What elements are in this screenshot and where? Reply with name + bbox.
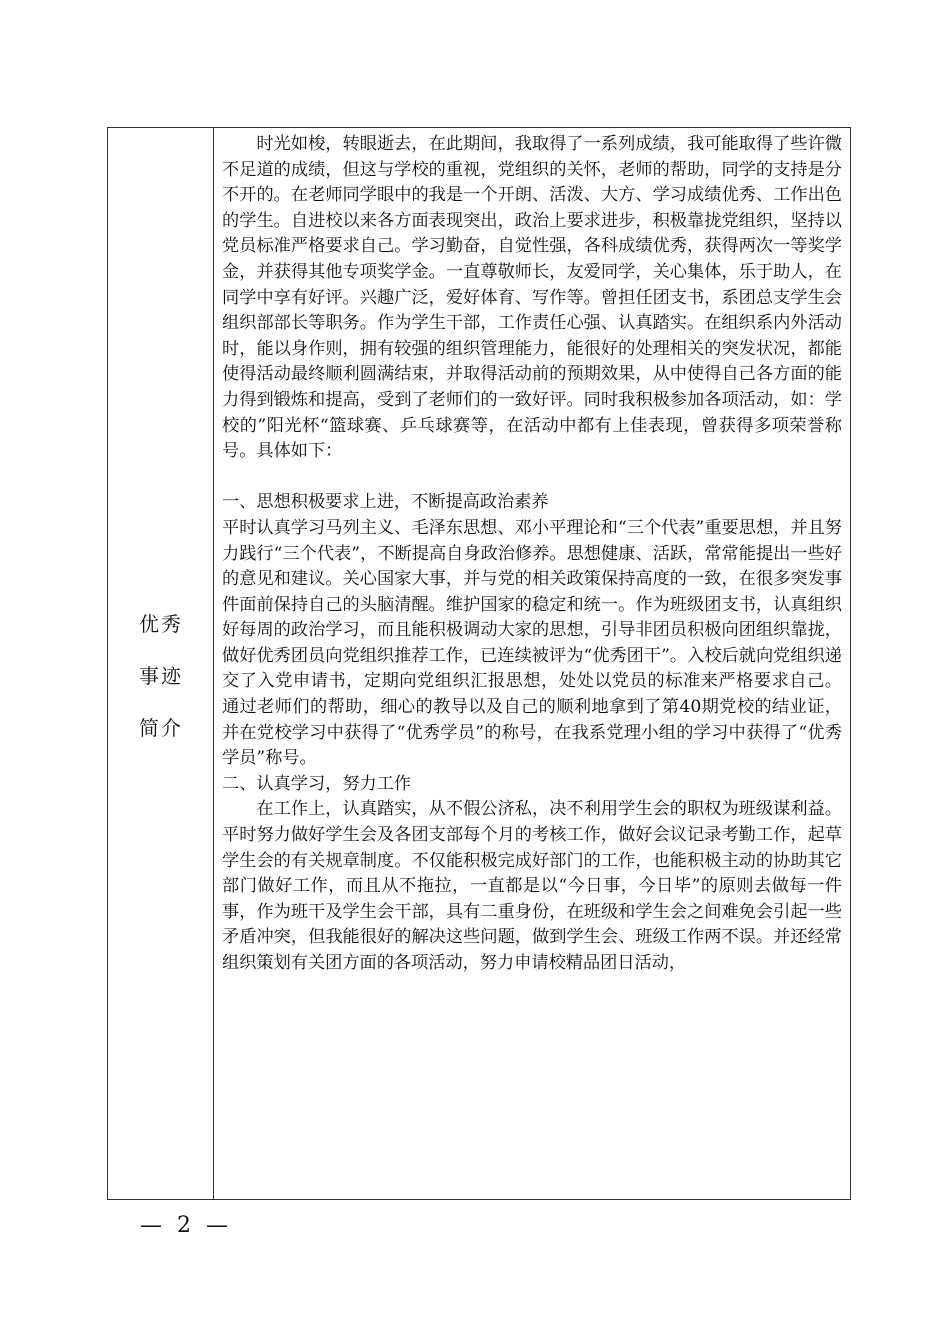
row-label — [108, 598, 214, 754]
content-cell — [214, 128, 850, 1199]
row-label-line1: 优秀 — [139, 612, 183, 636]
intro-paragraph: 时光如梭，转眼逝去，在此期间，我取得了一系列成绩，我可能取得了些许微不足道的成绩，但这与学校的重视，党组织的关怀，老师的帮助，同学的支持是分不开的。在老师同学眼中的我是一个开朗、活泼、大方、学习成绩优秀、工作出色的学生。自进校以来各方面表现突出，政治上要求进步，积极靠拢党组织，坚持以党员标准严格要求自己。学习勤奋，自觉性强，各科成绩优秀，获得两次一等奖学金，并获得其他专项奖学金。一直尊敬师长，友爱同学，关心集体，乐于助人，在同学中享有好评。兴趣广泛，爱好体育、写作等。曾担任团支书，系团总支学生会组织部部长等职务。作为学生干部，工作责任心强、认真踏实。在组织系内外活动时，能以身作则，拥有较强的组织管理能力，能很好的处理相关的突发状况，都能使得活动最终顺利圆满结束，并取得活动前的预期效果，从中使得自己各方面的能力得到锻炼和提高，受到了老师们的一致好评。同时我积极参加各项活动，如：学校的”阳光杯“篮球赛、乒乓球赛等，在活动中都有上佳表现，曾获得多项荣誉称号。具体如下： — [222, 134, 842, 462]
page-number: — 2 — — [140, 1213, 232, 1238]
record-table — [107, 127, 851, 1200]
label-cell — [108, 128, 214, 1199]
section2-heading: 二、认真学习，努力工作 — [222, 773, 412, 794]
section1-paragraph: 平时认真学习马列主义、毛泽东思想、邓小平理论和“三个代表”重要思想，并且努力践行“三个代表”，不断提高自身政治修养。思想健康、活跃，常常能提出一些好的意见和建议。关心国家大事，并与党的相关政策保持高度的一致，在很多突发事件面前保持自己的头脑清醒。维护国家的稳定和统一。作为班级团支书，认真组织好每周的政治学习，而且能积极调动大家的思想，引导非团员积极向团组织靠拢，做好优秀团员向党组织推荐工作，已连续被评为“优秀团干”。入校后就向党组织递交了入党申请书，定期向党组织汇报思想，处处以党员的标准来严格要求自己。 通过老师们的帮助，细心的教导以及自己的顺利地拿到了第40期党校的结业证，并在党校学习中获得了“优秀学员”的称号，在我系党理小组的学习中获得了“优秀学员”称号。 — [222, 517, 842, 769]
blank-line — [222, 465, 842, 491]
row-label-line3: 简介 — [139, 716, 183, 740]
section1-heading: 一、思想积极要求上进，不断提高政治素养 — [222, 492, 549, 513]
row-label-line2: 事迹 — [139, 664, 183, 688]
section2-paragraph: 在工作上，认真踏实，从不假公济私，决不利用学生会的职权为班级谋利益。平时努力做好学生会及各团支部每个月的考核工作，做好会议记录考勤工作，起草学生会的有关规章制度。不仅能积极完成好部门的工作，也能积极主动的协助其它部门做好工作，而且从不拖拉，一直都是以“今日事，今日毕”的原则去做每一件事，作为班干及学生会干部，具有二重身份，在班级和学生会之间难免会引起一些矛盾冲突，但我能很好的解决这些问题，做到学生会、班级工作两不误。并还经常组织策划有关团方面的各项活动，努力申请校精品团日活动， — [222, 799, 842, 973]
